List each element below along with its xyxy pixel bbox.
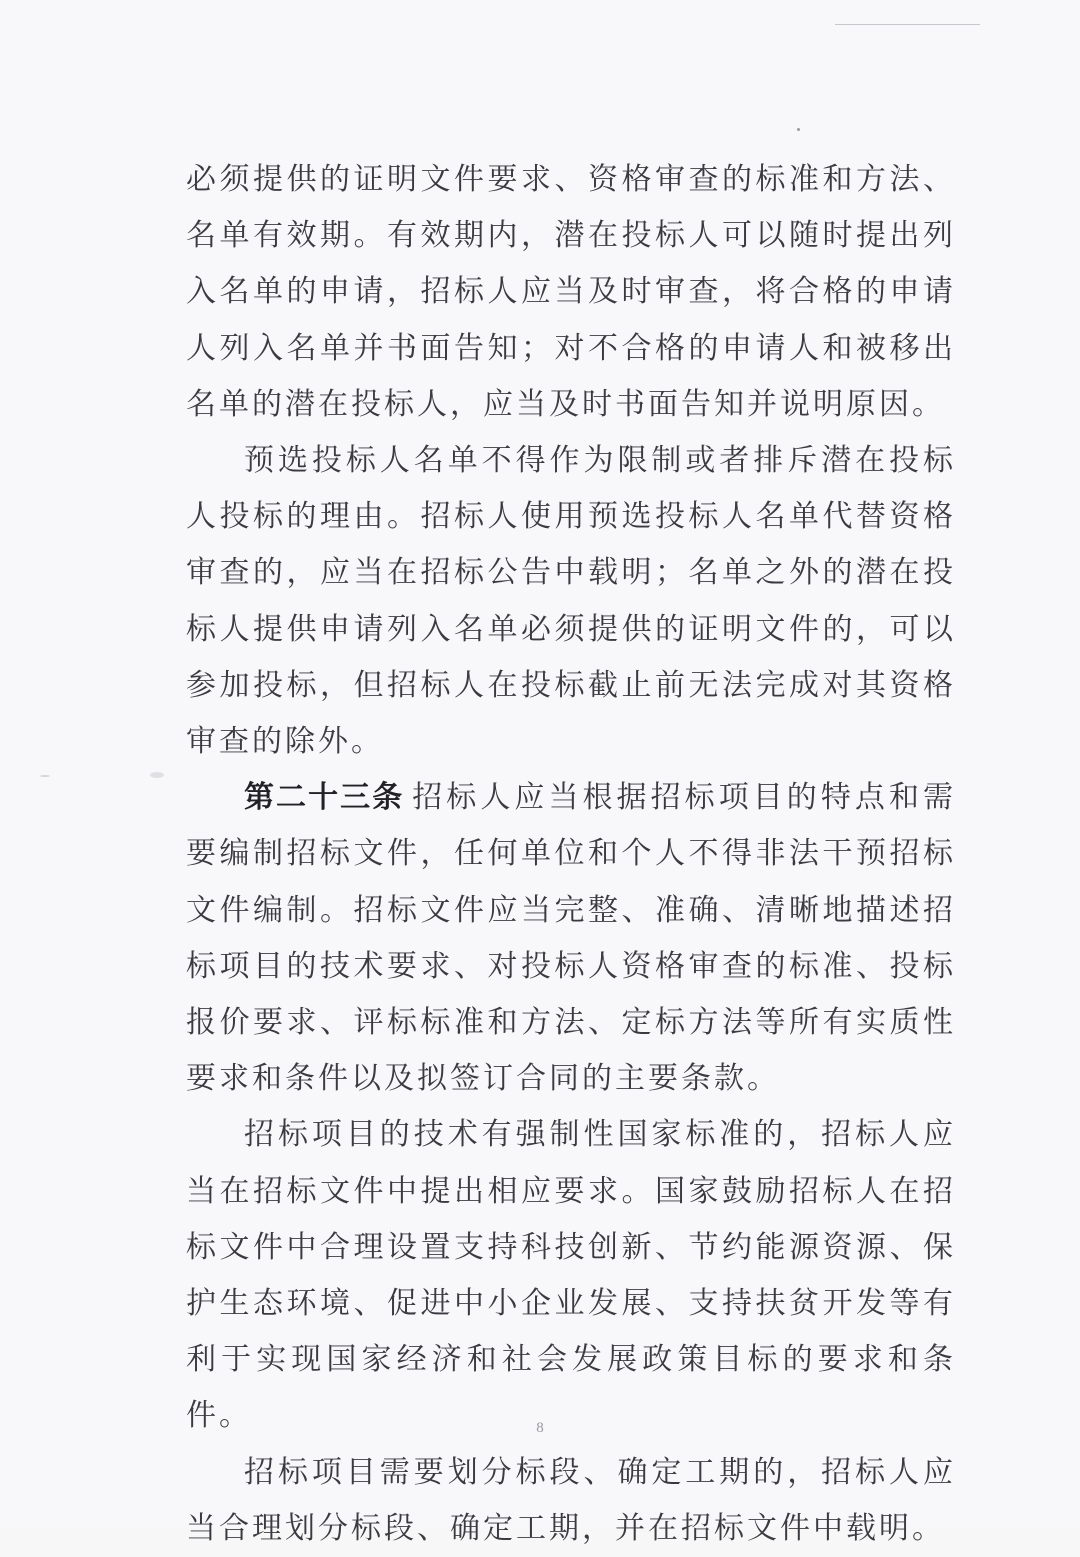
scan-speck: [150, 772, 164, 778]
document-body: [186, 152, 956, 1557]
paragraph-5: 招标项目需要划分标段、确定工期的，招标人应当合理划分标段、确定工期，并在招标文件中载明。: [186, 1454, 956, 1546]
scan-top-rule: [835, 24, 980, 25]
article-text: 招标人应当根据招标项目的特点和需要编制招标文件，任何单位和个人不得非法干预招标文件编制。招标文件应当完整、准确、清晰地描述招标项目的技术要求、对投标人资格审查的标准、投标报价要求、评标标准和方法、定标方法等所有实质性要求和条件以及拟签订合同的主要条款。: [186, 780, 956, 1097]
article-number: 第二十三条: [244, 780, 405, 816]
scan-speck: [797, 128, 800, 131]
paragraph-1: 必须提供的证明文件要求、资格审查的标准和方法、名单有效期。有效期内，潜在投标人可以随时提出列入名单的申请，招标人应当及时审查，将合格的申请人列入名单并书面告知；对不合格的申请人和被移出名单的潜在投标人，应当及时书面告知并说明原因。: [186, 162, 956, 422]
paragraph-3: [186, 770, 956, 1107]
paragraph-2: 预选投标人名单不得作为限制或者排斥潜在投标人投标的理由。招标人使用预选投标人名单代替资格审查的，应当在招标公告中载明；名单之外的潜在投标人提供申请列入名单必须提供的证明文件的，可以参加投标，但招标人在投标截止前无法完成对其资格审查的除外。: [186, 443, 956, 760]
paragraph-4: 招标项目的技术有强制性国家标准的，招标人应当在招标文件中提出相应要求。国家鼓励招标人在招标文件中合理设置支持科技创新、节约能源资源、保护生态环境、促进中小企业发展、支持扶贫开发等有利于实现国家经济和社会发展政策目标的要求和条件。: [186, 1117, 956, 1434]
scan-speck: [40, 775, 50, 777]
page-number: 8: [536, 1420, 544, 1436]
